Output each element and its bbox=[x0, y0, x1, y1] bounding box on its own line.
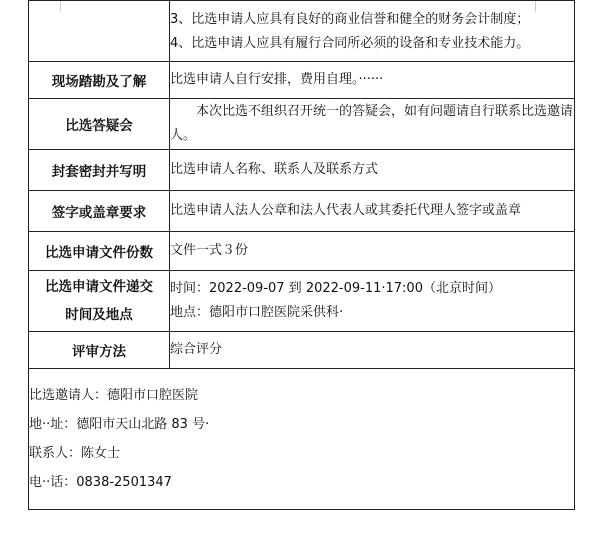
requirement-item: 4、比选申请人应具有履行合同所必须的设备和专业技术能力。 bbox=[170, 36, 530, 51]
submission-label-line2: 时间及地点 bbox=[65, 307, 133, 323]
requirements-cell bbox=[170, 1, 575, 62]
procurement-info-table bbox=[28, 0, 575, 510]
contact-phone: 电··话：0838-2501347 bbox=[29, 475, 172, 490]
submission-time: 时间：2022-09-07 到 2022-09-11·17:00（北京时间） bbox=[170, 281, 501, 296]
table-row bbox=[29, 271, 575, 332]
contact-address: 地··址：德阳市天山北路 83 号· bbox=[29, 417, 210, 432]
submission-value bbox=[170, 271, 575, 332]
table-row bbox=[29, 332, 575, 369]
empty-label-cell bbox=[29, 1, 170, 62]
row-value: 比选申请人法人公章和法人代表人或其委托代理人签字或盖章 bbox=[170, 191, 575, 232]
contact-block bbox=[29, 369, 575, 510]
table-row bbox=[29, 1, 575, 62]
row-value: 比选申请人自行安排，费用自理。······ bbox=[170, 62, 575, 99]
requirement-item: 3、比选申请人应具有良好的商业信誉和健全的财务会计制度； bbox=[170, 12, 530, 27]
row-value: 文件一式３份 bbox=[170, 232, 575, 271]
row-label: 比选申请文件份数 bbox=[29, 232, 170, 271]
contact-inviter: 比选邀请人：德阳市口腔医院 bbox=[29, 388, 199, 403]
row-label: 封套密封并写明 bbox=[29, 150, 170, 191]
row-value bbox=[170, 99, 575, 150]
table-row bbox=[29, 62, 575, 99]
table-row bbox=[29, 150, 575, 191]
submission-place: 地点：德阳市口腔医院采供科· bbox=[170, 305, 344, 320]
row-value: 比选申请人名称、联系人及联系方式 bbox=[170, 150, 575, 191]
submission-label-line1: 比选申请文件递交 bbox=[45, 279, 153, 295]
table-row bbox=[29, 232, 575, 271]
contact-person: 联系人：陈女士 bbox=[29, 446, 121, 461]
evaluation-value: 综合评分 bbox=[170, 332, 575, 369]
qa-text: 本次比选不组织召开统一的答疑会，如有问题请自行联系比选邀请人。 bbox=[170, 104, 574, 143]
table-row bbox=[29, 191, 575, 232]
table-row bbox=[29, 99, 575, 150]
evaluation-label: 评审方法 bbox=[29, 332, 170, 369]
row-label: 签字或盖章要求 bbox=[29, 191, 170, 232]
submission-label bbox=[29, 271, 170, 332]
row-label: 现场踏勘及了解 bbox=[29, 62, 170, 99]
row-label: 比选答疑会 bbox=[29, 99, 170, 150]
table-row bbox=[29, 369, 575, 510]
